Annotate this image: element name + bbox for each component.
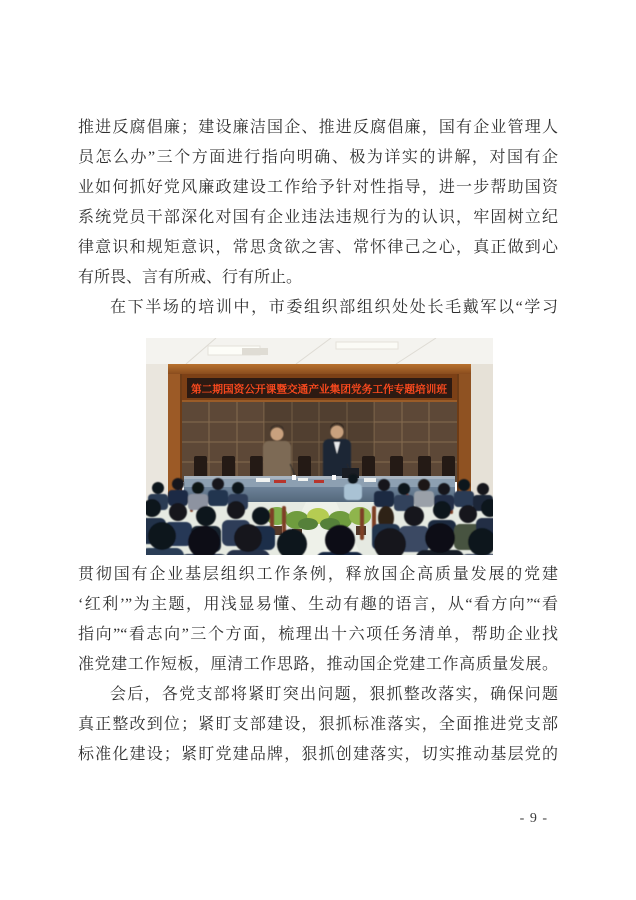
text-line: 准党建工作短板，厘清工作思路，推动国企党建工作高质量发展。 bbox=[78, 656, 558, 673]
text-line: 指向”“看志向”三个方面，梳理出十六项任务清单，帮助企业找 bbox=[78, 626, 558, 643]
text-line: 系统党员干部深化对国有企业违法违规行为的认识，牢固树立纪 bbox=[78, 209, 558, 226]
side-wall-right bbox=[471, 364, 493, 502]
page-number: - 9 - bbox=[519, 811, 548, 826]
text-line: 在下半场的培训中，市委组织部组织处处长毛戴军以“学习 bbox=[110, 299, 558, 316]
text-line: 真正整改到位；紧盯支部建设，狠抓标准落实，全面推进党支部 bbox=[78, 716, 558, 733]
text-line: 律意识和规矩意识，常思贪欲之害、常怀律己之心，真正做到心 bbox=[78, 239, 558, 256]
text-line: 推进反腐倡廉；建设廉洁国企、推进反腐倡廉，国有企业管理人 bbox=[78, 119, 558, 136]
meeting-photo bbox=[146, 338, 493, 555]
photo-banner bbox=[182, 374, 457, 402]
text-line: 贯彻国有企业基层组织工作条例，释放国企高质量发展的党建 bbox=[78, 566, 558, 583]
photo-ceiling bbox=[146, 338, 493, 364]
photo-banner-text: 第二期国资公开课暨交通产业集团党务工作专题培训班 bbox=[191, 384, 443, 396]
text-line: 有所畏、言有所戒、行有所止。 bbox=[78, 269, 303, 286]
text-line: 业如何抓好党风廉政建设工作给予针对性指导，进一步帮助国资 bbox=[78, 179, 558, 196]
text-line: 会后，各党支部将紧盯突出问题，狠抓整改落实，确保问题 bbox=[110, 686, 558, 703]
text-line: 员怎么办”三个方面进行指向明确、极为详实的讲解，对国有企 bbox=[78, 149, 558, 166]
body-text-block-2 bbox=[78, 560, 558, 770]
side-wall-left bbox=[146, 364, 168, 502]
body-text-block-1 bbox=[78, 113, 558, 323]
text-line: 标准化建设；紧盯党建品牌，狠抓创建落实，切实推动基层党的 bbox=[78, 746, 558, 763]
text-line: ‘红利’”为主题，用浅显易懂、生动有趣的语言，从“看方向”“看 bbox=[78, 596, 558, 613]
